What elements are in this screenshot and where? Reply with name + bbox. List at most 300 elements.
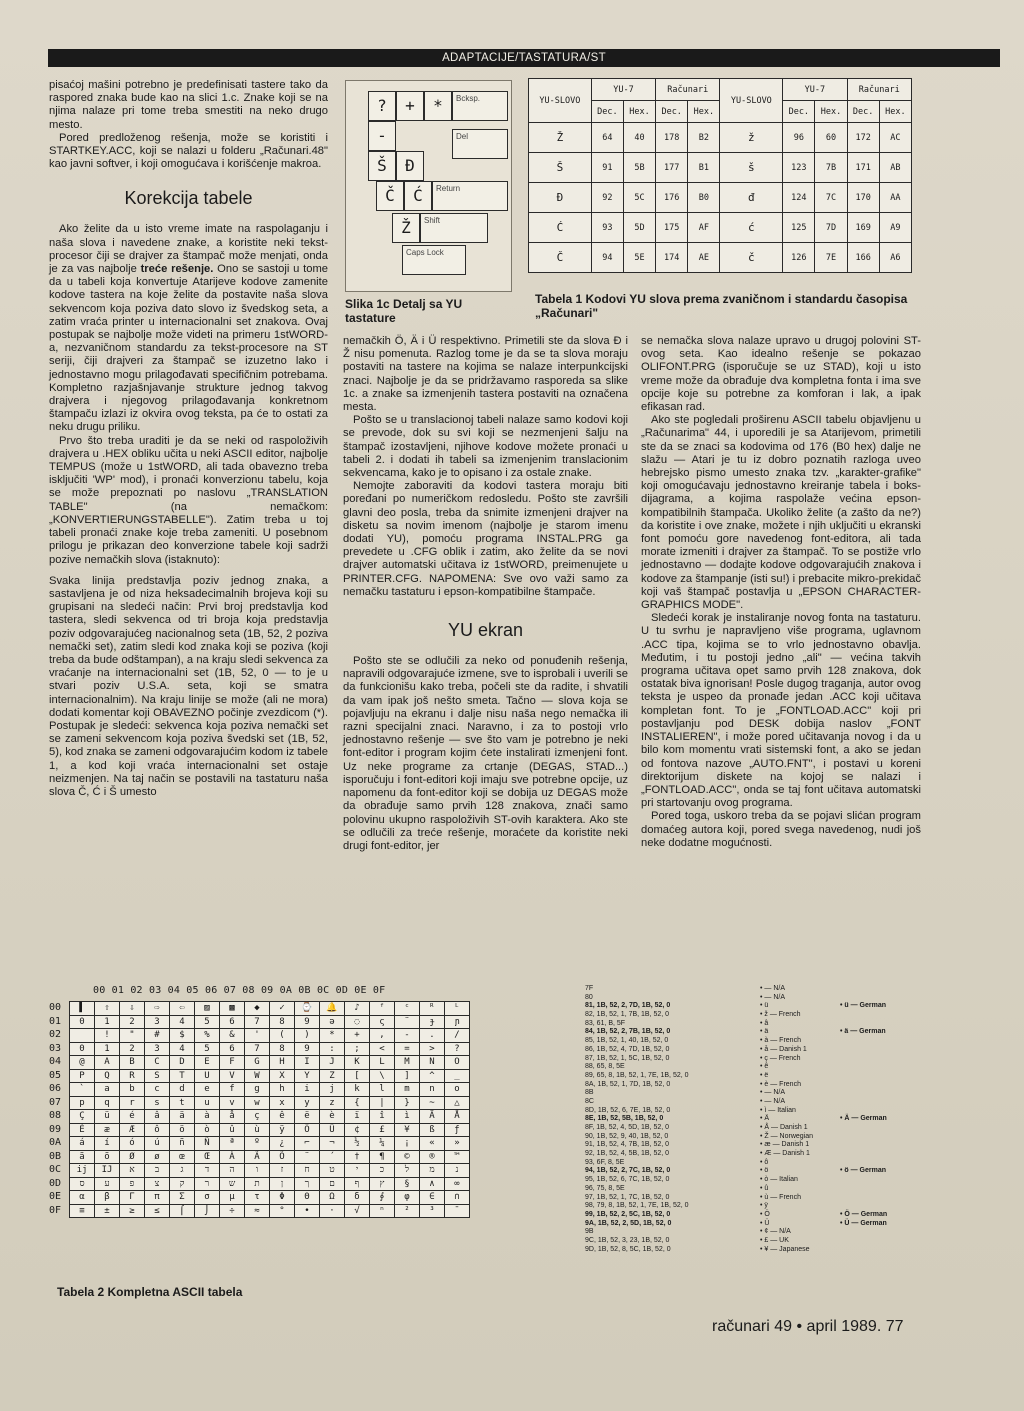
column-3 — [641, 335, 921, 850]
table-row — [49, 1150, 470, 1164]
translation-code: 8D, 1B, 52, 6, 7E, 1B, 52, 0 — [585, 1106, 671, 1114]
letter-cell: Č — [529, 243, 592, 273]
ascii-cell: ᶠ — [370, 1002, 395, 1016]
translation-code: 85, 1B, 52, 1, 40, 1B, 52, 0 — [585, 1037, 669, 1045]
header-hex: Hex. — [623, 101, 655, 123]
ascii-cell: = — [395, 1042, 420, 1056]
ascii-cell: ß — [420, 1123, 445, 1137]
translation-row — [585, 1063, 920, 1072]
row-label: 09 — [49, 1123, 62, 1135]
ascii-cell — [70, 1029, 95, 1043]
ascii-cell: 1 — [95, 1015, 120, 1029]
ascii-cell: » — [445, 1137, 470, 1151]
table-row — [49, 1042, 470, 1056]
ascii-cell: o — [445, 1083, 470, 1097]
translation-row — [585, 1202, 920, 1211]
table-row — [49, 1191, 470, 1205]
row-label: 02 — [49, 1029, 62, 1041]
translation-row — [585, 1028, 920, 1037]
translation-row — [585, 1107, 920, 1116]
row-label: 06 — [49, 1083, 62, 1095]
ascii-cell: k — [345, 1083, 370, 1097]
code-cell: 7C — [815, 183, 847, 213]
translation-row — [585, 1002, 920, 1011]
ascii-cell: ב — [145, 1164, 170, 1178]
ascii-cell: ³ — [420, 1204, 445, 1218]
key: Š — [368, 151, 396, 181]
ascii-cell: Ã — [245, 1150, 270, 1164]
ascii-cell: φ — [395, 1191, 420, 1205]
ascii-cell: ^ — [420, 1069, 445, 1083]
translation-desc: • — N/A — [760, 993, 786, 1001]
translation-row — [585, 1228, 920, 1237]
ascii-cell: ½ — [345, 1137, 370, 1151]
ascii-cell: Å — [445, 1110, 470, 1124]
translation-code: 82, 1B, 52, 1, 7B, 1B, 52, 0 — [585, 1011, 670, 1019]
translation-code: 7F — [585, 985, 594, 992]
ascii-cell: 1 — [95, 1042, 120, 1056]
translation-desc: • æ — Danish 1 — [760, 1141, 810, 1149]
table-row — [49, 1177, 470, 1191]
ascii-cell: ? — [445, 1042, 470, 1056]
ascii-cell: δ — [345, 1191, 370, 1205]
ascii-cell: Q — [95, 1069, 120, 1083]
translation-desc: • — N/A — [760, 985, 786, 992]
ascii-cell: & — [220, 1029, 245, 1043]
code-cell: 7B — [815, 153, 847, 183]
ascii-cell: ¯ — [445, 1204, 470, 1218]
ascii-cell: é — [120, 1110, 145, 1124]
ascii-cell: 3 — [145, 1015, 170, 1029]
translation-desc: • £ — UK — [760, 1236, 789, 1244]
ascii-cell: e — [195, 1083, 220, 1097]
ascii-cell: n — [420, 1083, 445, 1097]
table-row — [49, 1137, 470, 1151]
ascii-cell: ∈ — [420, 1191, 445, 1205]
translation-code: 94, 1B, 52, 2, 7C, 1B, 52, 0 — [585, 1167, 671, 1175]
ascii-cell: è — [320, 1110, 345, 1124]
ascii-cell: | — [370, 1096, 395, 1110]
ascii-cell: ] — [395, 1069, 420, 1083]
ascii-cell: b — [120, 1083, 145, 1097]
code-cell: 94 — [591, 243, 623, 273]
ascii-cell: 7 — [245, 1042, 270, 1056]
translation-row — [585, 1020, 920, 1029]
translation-note: • ä — German — [840, 1028, 886, 1036]
letter-cell: Ć — [529, 213, 592, 243]
translation-note: • ü — German — [840, 1002, 887, 1010]
translation-row — [585, 1246, 920, 1255]
header-dec: Dec. — [847, 101, 879, 123]
table-row — [529, 123, 912, 153]
ascii-cell: ⇦ — [170, 1002, 195, 1016]
code-cell: AC — [879, 123, 911, 153]
ascii-cell: } — [395, 1096, 420, 1110]
translation-row — [585, 1167, 920, 1176]
header-yu7: YU-7 — [783, 79, 847, 101]
ascii-cell: ≈ — [245, 1204, 270, 1218]
table-row — [529, 213, 912, 243]
ascii-cell: ø — [145, 1150, 170, 1164]
ascii-cell: ᶜ — [395, 1002, 420, 1016]
ascii-cell: ij — [70, 1164, 95, 1178]
paragraph: pisaćoj mašini potrebno je predefinisati tastere tako da raspored znaka bude kao na slici 1.c. Znake koji se na njima nalaze pri tome treba smestiti na neko drugo mesto. — [49, 79, 328, 131]
translation-row — [585, 1046, 920, 1055]
ascii-cell: 4 — [170, 1015, 195, 1029]
text-span: Ako želite da u isto vreme imate na raspolaganju i naša slova i navedene znake, a koristite neki tekst-procesor čiji se drajver za štampač može menjati, onda je za vas najbolje — [49, 223, 328, 276]
translation-row — [585, 1037, 920, 1046]
translation-code: 95, 1B, 52, 6, 7C, 1B, 52, 0 — [585, 1176, 670, 1184]
ascii-cell: ≤ — [145, 1204, 170, 1218]
ascii-cell: K — [345, 1056, 370, 1070]
translation-code: 90, 1B, 52, 9, 40, 1B, 52, 0 — [585, 1132, 669, 1140]
ascii-cell: ט — [320, 1164, 345, 1178]
translation-row — [585, 1185, 920, 1194]
table-caption: Tabela 2 Kompletna ASCII tabela — [57, 1285, 243, 1299]
key: ? — [368, 91, 396, 121]
row-label: 0A — [49, 1137, 62, 1149]
ascii-cell: i — [295, 1083, 320, 1097]
translation-note: • Ä — German — [840, 1115, 887, 1123]
ascii-cell: t — [170, 1096, 195, 1110]
header-racunari: Računari — [847, 79, 911, 101]
translation-row — [585, 1115, 920, 1124]
ascii-cell: Ö — [295, 1123, 320, 1137]
table-caption: Tabela 1 Kodovi YU slova prema zvaničnom i standardu časopisa „Računari" — [535, 292, 908, 320]
translation-row — [585, 1124, 920, 1133]
translation-row — [585, 985, 920, 994]
ascii-cell: τ — [245, 1191, 270, 1205]
ascii-cell: Ø — [120, 1150, 145, 1164]
ascii-cell: α — [70, 1191, 95, 1205]
translation-row — [585, 1211, 920, 1220]
ascii-cell: ס — [70, 1177, 95, 1191]
ascii-cell: Œ — [195, 1150, 220, 1164]
code-cell: 178 — [656, 123, 688, 153]
code-cell: 126 — [783, 243, 815, 273]
ascii-cell: Ω — [320, 1191, 345, 1205]
ascii-cell: △ — [445, 1096, 470, 1110]
paragraph: Pored toga, uskoro treba da se pojavi slićan program domaćeg autora koji, pored svega navedenog, nudi još neke dodatne mogućnosti. — [641, 810, 921, 849]
translation-code: 92, 1B, 52, 4, 5B, 1B, 52, 0 — [585, 1150, 670, 1158]
ascii-cell: IJ — [95, 1164, 120, 1178]
ascii-cell: y — [295, 1096, 320, 1110]
ascii-cell: ג — [170, 1164, 195, 1178]
ascii-cell: R — [120, 1069, 145, 1083]
ascii-cell: π — [145, 1191, 170, 1205]
ascii-cell: C — [145, 1056, 170, 1070]
ascii-cell: a — [95, 1083, 120, 1097]
ascii-cell: 🔔 — [320, 1002, 345, 1016]
translation-code: 8C — [585, 1097, 594, 1105]
ascii-cell: m — [395, 1083, 420, 1097]
ascii-cell: ÿ — [270, 1123, 295, 1137]
table-row — [49, 1056, 470, 1070]
ascii-cell: ⌚ — [295, 1002, 320, 1016]
paragraph: Nemojte zaboraviti da kodovi tastera moraju biti poređani po numeričkom redosledu. Pošto ste završili glavni deo posla, treba da snimite izmenjeni drajver na disketu sa novim imenom (najbolje je starom imenu dodati YU), pomoću programa INSTAL.PRG ga prevedete u .CFG oblik i zatim, ako želite da se novi drajver automatski učitava iz 1stWORD, preimenujete u PRINTER.CFG. NAPOMENA: Sve ovo važi samo za nemačku tastaturu i epson-kompatibilne štampače. — [343, 480, 628, 598]
ascii-cell: ⌡ — [195, 1204, 220, 1218]
ascii-cell: † — [345, 1150, 370, 1164]
ascii-cell: å — [220, 1110, 245, 1124]
ascii-cell: ã — [70, 1150, 95, 1164]
ascii-cell: ע — [95, 1177, 120, 1191]
code-cell: 5B — [623, 153, 655, 183]
ascii-cell: ( — [270, 1029, 295, 1043]
paragraph: Svaka linija predstavlja poziv jednog znaka, a sastavljena je od niza heksadecimalnih brojeva koji su grupisani na sledeći način: Prvi broj predstavlja kod tastera, sledi sekvenca od tri broja koja predstavlja poziv odgovarajućeg nacionalnog seta (1B, 52, 2 poziva nemački set), zatim sledi kod znaka koji se poziva (koji treba da bude odštampan), a na kraju sledi sekvenca za vraćanje na internacionalni set (1B, 52, 0 — to je u stvari poziv U.S.A. seta, koji se smatra internacionalnim). Na kraju linije se može (ali ne mora) dodati komentar koji OBAVEZNO počinje zvezdicom (*). Postupak je sledeći: sekvenca koja poziva nemački set se zameni sekvencom koja poziva švedski set (1B, 52, 5), kod znaka se zameni odgovarajućim kodom iz tabele 1, a kod koji vraća internacionalni set ostaje neizmenjen. Na taj način se postavili na tastaturu naša slova Č, Ć i Š umesto — [49, 574, 328, 798]
ascii-cell: ◌ — [345, 1015, 370, 1029]
ascii-cell: Φ — [270, 1191, 295, 1205]
code-cell: 5D — [623, 213, 655, 243]
ascii-cell: $ — [170, 1029, 195, 1043]
translation-desc: • Å — Danish 1 — [760, 1124, 808, 1131]
ascii-cell: ò — [195, 1123, 220, 1137]
ascii-cell: W — [245, 1069, 270, 1083]
ascii-cell: ▌ — [70, 1002, 95, 1016]
ascii-cell: ש — [220, 1177, 245, 1191]
ascii-cell: ə — [320, 1015, 345, 1029]
table-row — [49, 1204, 470, 1218]
ascii-cell: ⁿ — [370, 1204, 395, 1218]
ascii-cell: x — [270, 1096, 295, 1110]
ascii-cell: ù — [245, 1123, 270, 1137]
key: Del — [452, 129, 508, 159]
table-row — [49, 1164, 470, 1178]
ascii-cell: ï — [345, 1110, 370, 1124]
ascii-cell: à — [195, 1110, 220, 1124]
ascii-cell: ¢ — [345, 1123, 370, 1137]
ascii-cell: ´ — [320, 1150, 345, 1164]
ascii-cell: ♪ — [345, 1002, 370, 1016]
translation-code: 86, 1B, 52, 4, 7D, 1B, 52, 0 — [585, 1045, 670, 1053]
ascii-cell: g — [245, 1083, 270, 1097]
ascii-cell: M — [395, 1056, 420, 1070]
ascii-cell: ~ — [420, 1096, 445, 1110]
code-cell: 171 — [847, 153, 879, 183]
translation-note: • Ü — German — [840, 1219, 887, 1227]
table-row — [529, 153, 912, 183]
ascii-cell: : — [320, 1042, 345, 1056]
ascii-cell: ¬ — [320, 1137, 345, 1151]
translation-row — [585, 1081, 920, 1090]
ascii-cell: É — [70, 1123, 95, 1137]
ascii-cell: D — [170, 1056, 195, 1070]
ascii-cell: ) — [295, 1029, 320, 1043]
key: Return — [432, 181, 508, 211]
ascii-cell: ם — [320, 1177, 345, 1191]
letter-cell: ž — [720, 123, 783, 153]
ascii-cell: ר — [195, 1177, 220, 1191]
ascii-cell: ! — [95, 1029, 120, 1043]
translation-code: 9C, 1B, 52, 3, 23, 1B, 52, 0 — [585, 1236, 670, 1244]
translation-row — [585, 1220, 920, 1229]
header-yu-slovo: YU-SLOVO — [720, 79, 783, 123]
key: Ž — [392, 213, 420, 243]
ascii-cell: ו — [245, 1164, 270, 1178]
ascii-cell: á — [70, 1137, 95, 1151]
ascii-cell: ™ — [445, 1150, 470, 1164]
ascii-cell: 2 — [120, 1015, 145, 1029]
ascii-cell: w — [245, 1096, 270, 1110]
code-cell: 170 — [847, 183, 879, 213]
translation-code: 8B — [585, 1089, 594, 1097]
code-cell: 174 — [656, 243, 688, 273]
ascii-cell: ᴿ — [420, 1002, 445, 1016]
ascii-cell: N — [420, 1056, 445, 1070]
code-cell: 93 — [591, 213, 623, 243]
ascii-cell: ° — [270, 1204, 295, 1218]
ascii-cell: ך — [295, 1177, 320, 1191]
code-cell: B2 — [688, 123, 720, 153]
translation-desc: • ò — Italian — [760, 1176, 798, 1184]
translation-code: 80 — [585, 993, 593, 1001]
translation-code: 8A, 1B, 52, 1, 7D, 1B, 52, 0 — [585, 1080, 671, 1088]
text-span: Ono se sastoji u tome da u tabeli koja konvertuje Atarijeve kodove zamenite kodove tastera na koje želite da postavite naša slova sekvencom koja poziva dato slovo iz švedskog seta, a zatim vraća printer u internacionalni set znakova. Ovaj postupak se najbolje može videti na primeru 1stWORD-a, nezvaničnom standardu za tekst-procesore na ST seriji, čiji drajveri za štampač se izuzetno lako i jednostavno mogu prilagođavati specifičnim potrebama. Kompletno razjašnjavanje strukture jednog takvog drajvera i njegovog prilagođavanja konkretnom štampaču izlazi iz okvira ovog teksta, pa će to ostati za neku drugu priliku. — [49, 263, 328, 434]
translation-desc: • ì — Italian — [760, 1106, 796, 1114]
ascii-cell: ó — [120, 1137, 145, 1151]
translation-code: 91, 1B, 52, 4, 7B, 1B, 52, 0 — [585, 1141, 670, 1149]
paragraph: Pored predloženog rešenja, može se koristiti i STARTKEY.ACC, koji se nalazi u folderu „Računari.48" kao javni softver, i koji omogućava i korišćenje makroa. — [49, 131, 328, 171]
ascii-cell: Γ — [120, 1191, 145, 1205]
translation-desc: • û — [760, 1184, 769, 1192]
section-heading: YU ekran — [447, 620, 524, 641]
code-cell: AA — [879, 183, 911, 213]
emphasis-text: treće rešenje. — [140, 263, 214, 276]
translation-desc: • ¥ — Japanese — [760, 1245, 810, 1253]
ascii-cell: £ — [370, 1123, 395, 1137]
ascii-cell: - — [395, 1029, 420, 1043]
section-header: ADAPTACIJE/TASTATURA/ST — [48, 49, 1000, 67]
ascii-cell: æ — [95, 1123, 120, 1137]
ascii-cell: { — [345, 1096, 370, 1110]
code-cell: 7E — [815, 243, 847, 273]
ascii-cell: ƒ — [445, 1123, 470, 1137]
ascii-cell: ¨ — [395, 1015, 420, 1029]
translation-desc: • å — Danish 1 — [760, 1045, 807, 1053]
ascii-cell: ∧ — [420, 1177, 445, 1191]
ascii-cell: ᴸ — [445, 1002, 470, 1016]
header-hex: Hex. — [879, 101, 911, 123]
translation-row — [585, 1011, 920, 1020]
ascii-cell: * — [320, 1029, 345, 1043]
row-label: 0C — [49, 1164, 62, 1176]
code-cell: 60 — [815, 123, 847, 153]
ascii-cell: f — [220, 1083, 245, 1097]
row-label: 0F — [49, 1204, 62, 1216]
ascii-cell: µ — [220, 1191, 245, 1205]
ascii-column-header: 00 01 02 03 04 05 06 07 08 09 0A 0B 0C 0D 0E 0F — [93, 985, 386, 996]
ascii-cell: ç — [245, 1110, 270, 1124]
ascii-cell: ; — [345, 1042, 370, 1056]
ascii-cell: V — [220, 1069, 245, 1083]
ascii-cell: ς — [370, 1015, 395, 1029]
ascii-cell: , — [370, 1029, 395, 1043]
ascii-cell: פ — [120, 1177, 145, 1191]
ascii-cell: l — [370, 1083, 395, 1097]
ascii-cell: / — [445, 1029, 470, 1043]
header-racunari: Računari — [656, 79, 720, 101]
letter-cell: Š — [529, 153, 592, 183]
ascii-cell: ¡ — [395, 1137, 420, 1151]
code-cell: 175 — [656, 213, 688, 243]
header-hex: Hex. — [688, 101, 720, 123]
ascii-cell: 0 — [70, 1042, 95, 1056]
ascii-cell: ץ — [370, 1177, 395, 1191]
ascii-cell: ף — [345, 1177, 370, 1191]
translation-desc: • ê — [760, 1063, 769, 1071]
ascii-cell: Ñ — [195, 1137, 220, 1151]
ascii-cell: ▩ — [220, 1002, 245, 1016]
ascii-cell: E — [195, 1056, 220, 1070]
code-cell: 96 — [783, 123, 815, 153]
paragraph: Prvo što treba uraditi je da se neki od raspoloživih drajvera u .HEX obliku učita u neki ASCII editor, najbolje TEMPUS (može u 1stWORD, ali tada obavezno treba isključiti 'WP' mod), i pronaći konverzionu tabelu, koja se može prepoznati po naslovu „TRANSLATION TABLE" (na nemačkom: „KONVERTIERUNGSTABELLE"). Zatim treba u toj tabeli pronaći znake koje treba zameniti. U posebnom prilogu je prikazan deo konverzione tabele koji sadrži pozive nemačkih slova (istaknuto): — [49, 434, 328, 566]
ascii-cell: ± — [95, 1204, 120, 1218]
ascii-cell: _ — [445, 1069, 470, 1083]
column-1 — [49, 79, 328, 799]
key: + — [396, 91, 424, 121]
code-cell: B0 — [688, 183, 720, 213]
translation-code: 88, 65, 8, 5E — [585, 1063, 625, 1071]
row-label: 00 — [49, 1002, 62, 1014]
code-cell: 123 — [783, 153, 815, 183]
translation-row — [585, 1176, 920, 1185]
ascii-cell: r — [120, 1096, 145, 1110]
code-cell: 92 — [591, 183, 623, 213]
ascii-cell: י — [345, 1164, 370, 1178]
translation-desc: • ë — [760, 1071, 769, 1079]
ascii-cell: @ — [70, 1056, 95, 1070]
letter-cell: š — [720, 153, 783, 183]
code-cell: 169 — [847, 213, 879, 243]
ascii-cell: Æ — [120, 1123, 145, 1137]
ascii-cell: s — [145, 1096, 170, 1110]
ascii-cell: u — [195, 1096, 220, 1110]
translation-code: 99, 1B, 52, 2, 5C, 1B, 52, 0 — [585, 1210, 671, 1218]
table-row — [49, 1069, 470, 1083]
ascii-cell: H — [270, 1056, 295, 1070]
ascii-cell: Z — [320, 1069, 345, 1083]
translation-code: 89, 65, 8, 1B, 52, 1, 7E, 1B, 52, 0 — [585, 1071, 689, 1079]
table-row — [529, 243, 912, 273]
header-hex: Hex. — [815, 101, 847, 123]
code-cell: 172 — [847, 123, 879, 153]
ascii-cell: § — [395, 1177, 420, 1191]
code-cell: AF — [688, 213, 720, 243]
code-cell: 125 — [783, 213, 815, 243]
section-heading: Korekcija tabele — [124, 188, 253, 209]
code-cell: 124 — [783, 183, 815, 213]
ascii-cell: נ — [445, 1164, 470, 1178]
translation-desc: • à — French — [760, 1037, 801, 1045]
figure-caption: Slika 1c Detalj sa YU tastature — [345, 297, 463, 325]
translation-desc: • ç — French — [760, 1054, 801, 1062]
ascii-cell: ñ — [170, 1137, 195, 1151]
ascii-cell: ⇧ — [95, 1002, 120, 1016]
table-row — [49, 1083, 470, 1097]
ascii-cell: 7 — [245, 1015, 270, 1029]
ascii-cell: h — [270, 1083, 295, 1097]
translation-desc: • â — [760, 1019, 769, 1027]
ascii-cell: ' — [245, 1029, 270, 1043]
translation-note: • Ö — German — [840, 1210, 888, 1218]
code-cell: 5C — [623, 183, 655, 213]
ascii-cell: 5 — [195, 1015, 220, 1029]
translation-desc: • — N/A — [760, 1097, 786, 1105]
ascii-cell: א — [120, 1164, 145, 1178]
ascii-cell: G — [245, 1056, 270, 1070]
ascii-cell: ◆ — [245, 1002, 270, 1016]
translation-row — [585, 1194, 920, 1203]
code-cell: 176 — [656, 183, 688, 213]
